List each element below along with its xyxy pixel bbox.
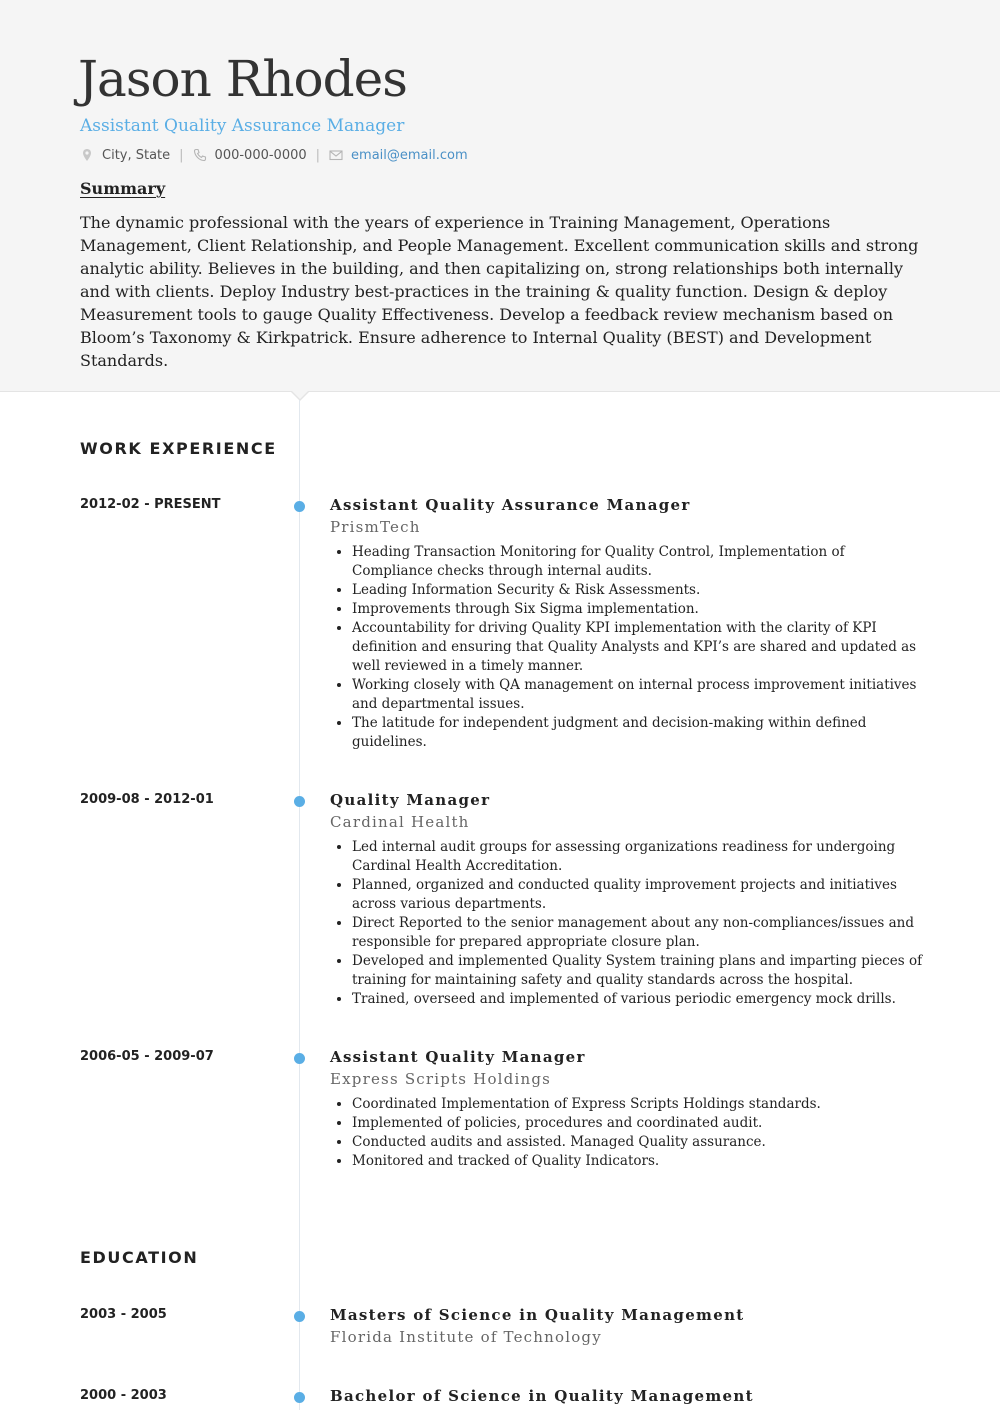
phone-text: 000-000-0000	[214, 147, 307, 163]
header-notch	[290, 391, 310, 401]
timeline-dot	[294, 1053, 305, 1064]
timeline-dot	[294, 1392, 305, 1403]
work-experience-heading: WORK EXPERIENCE	[80, 439, 277, 458]
map-pin-icon	[80, 148, 94, 162]
list-item: • Direct Reported to the senior management about any non-compliances/issues and responsible for prepared appropriate closure plan.	[352, 914, 927, 952]
contact-row	[80, 146, 468, 164]
contact-email[interactable]	[329, 148, 468, 163]
list-item: • Developed and implemented Quality System training plans and imparting pieces of training for maintaining safety and quality standards across the hospital.	[352, 952, 927, 990]
list-item: • Monitored and tracked of Quality Indicators.	[352, 1152, 927, 1171]
email-link[interactable]: email@email.com	[351, 147, 468, 163]
contact-phone	[193, 148, 307, 163]
timeline-line	[299, 400, 300, 1410]
list-item: • Working closely with QA management on internal process improvement initiatives and departmental issues.	[352, 676, 927, 714]
entry-degree: Masters of Science in Quality Management	[330, 1306, 745, 1324]
location-text: City, State	[102, 147, 171, 163]
entry-bullets	[352, 838, 927, 1009]
entry-date: 2000 - 2003	[80, 1388, 167, 1403]
entry-bullets	[352, 543, 927, 752]
entry-date: 2003 - 2005	[80, 1307, 167, 1322]
contact-separator: |	[179, 147, 184, 163]
list-item: • Coordinated Implementation of Express Scripts Holdings standards.	[352, 1095, 927, 1114]
summary-text: The dynamic professional with the years of experience in Training Management, Operations Management, Client Relationship, and People Management. Excellent communication skills and strong analytic ability. Believes in the building, and then capitalizing on, strong relationships both internally and with clients. Deploy Industry best-practices in the training & quality function. Design & deploy Measurement tools to gauge Quality Effectiveness. Develop a feedback review mechanism based on Bloom’s Taxonomy & Kirkpatrick. Ensure adherence to Internal Quality (BEST) and Development Standards.	[80, 213, 919, 370]
entry-role: Assistant Quality Assurance Manager	[330, 496, 691, 514]
list-item: • The latitude for independent judgment and decision-making within defined guidelines.	[352, 714, 927, 752]
header-panel	[0, 0, 1000, 392]
list-item: • Trained, overseed and implemented of various periodic emergency mock drills.	[352, 990, 927, 1009]
phone-icon	[193, 148, 207, 162]
entry-bullets	[352, 1095, 927, 1171]
education-heading: EDUCATION	[80, 1248, 199, 1267]
entry-organization: Express Scripts Holdings	[330, 1070, 552, 1088]
entry-role: Quality Manager	[330, 791, 491, 809]
entry-role: Assistant Quality Manager	[330, 1048, 586, 1066]
entry-degree: Bachelor of Science in Quality Management	[330, 1387, 754, 1405]
entry-institution: Florida Institute of Technology	[330, 1328, 602, 1346]
contact-separator: |	[315, 147, 321, 163]
list-item: • Implemented of policies, procedures and coordinated audit.	[352, 1114, 927, 1133]
timeline-dot	[294, 796, 305, 807]
entry-date: 2006-05 - 2009-07	[80, 1049, 214, 1064]
entry-organization: PrismTech	[330, 518, 421, 536]
list-item: • Led internal audit groups for assessing organizations readiness for undergoing Cardinal Health Accreditation.	[352, 838, 927, 876]
timeline-dot	[294, 1311, 305, 1322]
contact-location	[80, 148, 170, 163]
candidate-name: Jason Rhodes	[78, 50, 407, 108]
list-item: • Improvements through Six Sigma implementation.	[352, 600, 927, 619]
entry-date: 2012-02 - PRESENT	[80, 497, 221, 512]
list-item: • Heading Transaction Monitoring for Quality Control, Implementation of Compliance checks through internal audits.	[352, 543, 927, 581]
timeline-dot	[294, 501, 305, 512]
summary-heading: Summary	[80, 179, 166, 198]
entry-date: 2009-08 - 2012-01	[80, 792, 214, 807]
envelope-icon	[329, 148, 343, 162]
list-item: • Leading Information Security & Risk Assessments.	[352, 581, 927, 600]
list-item: • Accountability for driving Quality KPI implementation with the clarity of KPI definition and ensuring that Quality Analysts and KPI’s are shared and updated as well reviewed in a timely manner.	[352, 619, 927, 676]
list-item: • Planned, organized and conducted quality improvement projects and initiatives across various departments.	[352, 876, 927, 914]
entry-organization: Cardinal Health	[330, 813, 470, 831]
list-item: • Conducted audits and assisted. Managed Quality assurance.	[352, 1133, 927, 1152]
job-title: Assistant Quality Assurance Manager	[80, 116, 405, 136]
